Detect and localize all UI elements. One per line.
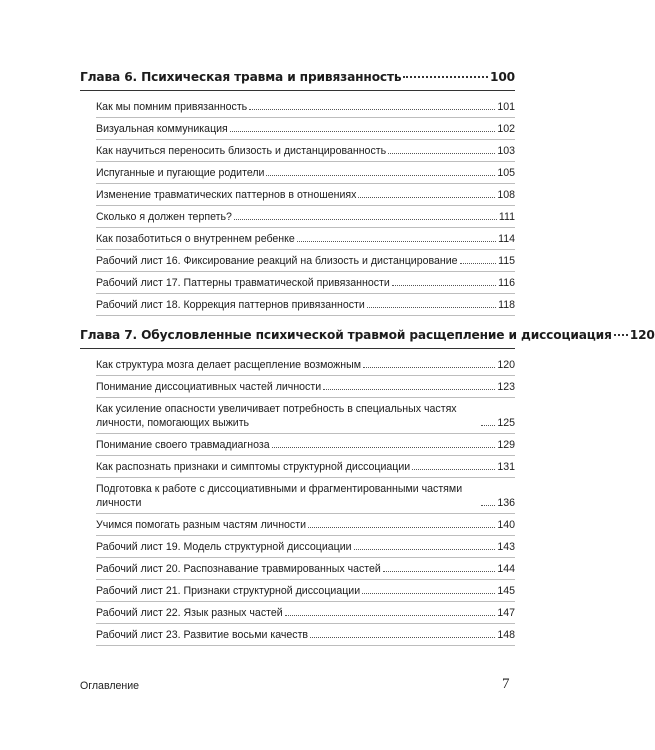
toc-entry (96, 376, 515, 398)
entry-page-number: 144 (497, 563, 515, 575)
toc-entry (96, 250, 515, 272)
entry-page-number: 131 (497, 461, 515, 473)
entry-title: Учимся помогать разным частям личности (96, 519, 306, 531)
chapter-page-number: 100 (490, 70, 515, 84)
toc-entry (96, 184, 515, 206)
entry-page-number: 111 (498, 211, 515, 223)
entry-page-number: 125 (497, 417, 515, 429)
entry-title: Рабочий лист 16. Фиксирование реакций на близость и дистанцирование (96, 255, 458, 267)
entry-title: Понимание своего травмадиагноза (96, 439, 270, 451)
toc-entry (96, 162, 515, 184)
entry-page-number: 101 (497, 101, 515, 113)
dot-leader (460, 263, 497, 264)
entry-title: Изменение травматических паттернов в отношениях (96, 189, 357, 201)
dot-leader (614, 334, 628, 336)
entry-page-number: 102 (497, 123, 515, 135)
entry-page-number: 116 (498, 277, 515, 289)
dot-leader (362, 593, 495, 594)
entry-page-number: 147 (497, 607, 515, 619)
dot-leader (272, 447, 496, 448)
toc-entry (96, 228, 515, 250)
entry-title: Как распознать признаки и симптомы структурной диссоциации (96, 461, 411, 473)
toc-entry (96, 118, 515, 140)
chapter-title: Глава 6. Психическая травма и привязанность (80, 70, 402, 84)
dot-leader (388, 153, 495, 154)
dot-leader (481, 505, 495, 506)
entry-page-number: 115 (498, 255, 515, 267)
entry-page-number: 103 (497, 145, 515, 157)
entry-title: Как научиться переносить близость и дистанцированность (96, 145, 387, 157)
toc-entry (96, 96, 515, 118)
toc-entry (96, 294, 515, 316)
entry-title: Рабочий лист 21. Признаки структурной диссоциации (96, 585, 361, 597)
entry-title: Рабочий лист 19. Модель структурной диссоциации (96, 541, 352, 553)
toc-entry (96, 536, 515, 558)
dot-leader (230, 131, 496, 132)
dot-leader (367, 307, 496, 308)
toc-entry (96, 398, 515, 434)
page-number: 7 (502, 676, 510, 692)
chapter-heading (80, 326, 655, 349)
table-of-contents (80, 68, 655, 646)
dot-leader (234, 219, 497, 220)
toc-entry (96, 478, 515, 514)
toc-entry (96, 456, 515, 478)
toc-entry (96, 580, 515, 602)
toc-entry (96, 140, 515, 162)
dot-leader (310, 637, 495, 638)
running-footer-section: Оглавление (80, 680, 140, 692)
entry-page-number: 145 (497, 585, 515, 597)
dot-leader (358, 197, 495, 198)
toc-entry (96, 514, 515, 536)
entry-title: Понимание диссоциативных частей личности (96, 381, 322, 393)
entry-page-number: 114 (498, 233, 515, 245)
dot-leader (481, 425, 495, 426)
toc-entry (96, 206, 515, 228)
dot-leader (266, 175, 495, 176)
dot-leader (412, 469, 495, 470)
dot-leader (285, 615, 496, 616)
entry-page-number: 129 (497, 439, 515, 451)
entry-page-number: 143 (497, 541, 515, 553)
entry-title: Рабочий лист 17. Паттерны травматической привязанности (96, 277, 390, 289)
entry-title: Подготовка к работе с диссоциативными и фрагментированными частями личности (96, 483, 463, 509)
entry-title: Рабочий лист 23. Развитие восьми качеств (96, 629, 309, 641)
dot-leader (249, 109, 495, 110)
entry-title: Визуальная коммуникация (96, 123, 228, 135)
entry-page-number: 118 (498, 299, 515, 311)
entry-title: Рабочий лист 22. Язык разных частей (96, 607, 283, 619)
entry-page-number: 108 (497, 189, 515, 201)
entry-title: Как структура мозга делает расщепление возможным (96, 359, 362, 371)
entry-title: Как позаботиться о внутреннем ребенке (96, 233, 295, 245)
entry-title: Испуганные и пугающие родители (96, 167, 265, 179)
chapter-title: Глава 7. Обусловленные психической травмой расщепление и диссоциация (80, 328, 612, 342)
entry-page-number: 136 (497, 497, 515, 509)
toc-entry (96, 602, 515, 624)
dot-leader (354, 549, 496, 550)
chapter-page-number: 120 (629, 328, 655, 342)
chapter-heading (80, 68, 515, 91)
dot-leader (323, 389, 495, 390)
chapter-entries (96, 91, 515, 316)
entry-title: Как мы помним привязанность (96, 101, 248, 113)
toc-entry (96, 272, 515, 294)
dot-leader (363, 367, 495, 368)
dot-leader (403, 76, 488, 78)
dot-leader (392, 285, 496, 286)
toc-entry (96, 434, 515, 456)
entry-page-number: 148 (497, 629, 515, 641)
toc-entry (96, 624, 515, 646)
entry-title: Сколько я должен терпеть? (96, 211, 232, 223)
entry-title: Рабочий лист 20. Распознавание травмированных частей (96, 563, 381, 575)
chapter-entries (96, 349, 515, 646)
dot-leader (297, 241, 496, 242)
toc-entry (96, 558, 515, 580)
entry-page-number: 105 (497, 167, 515, 179)
entry-title: Как усиление опасности увеличивает потребность в специальных частях личности, помогающих выжить (96, 403, 457, 429)
entry-title: Рабочий лист 18. Коррекция паттернов привязанности (96, 299, 365, 311)
dot-leader (383, 571, 495, 572)
entry-page-number: 140 (497, 519, 515, 531)
entry-page-number: 120 (497, 359, 515, 371)
entry-page-number: 123 (497, 381, 515, 393)
dot-leader (308, 527, 495, 528)
toc-entry (96, 354, 515, 376)
